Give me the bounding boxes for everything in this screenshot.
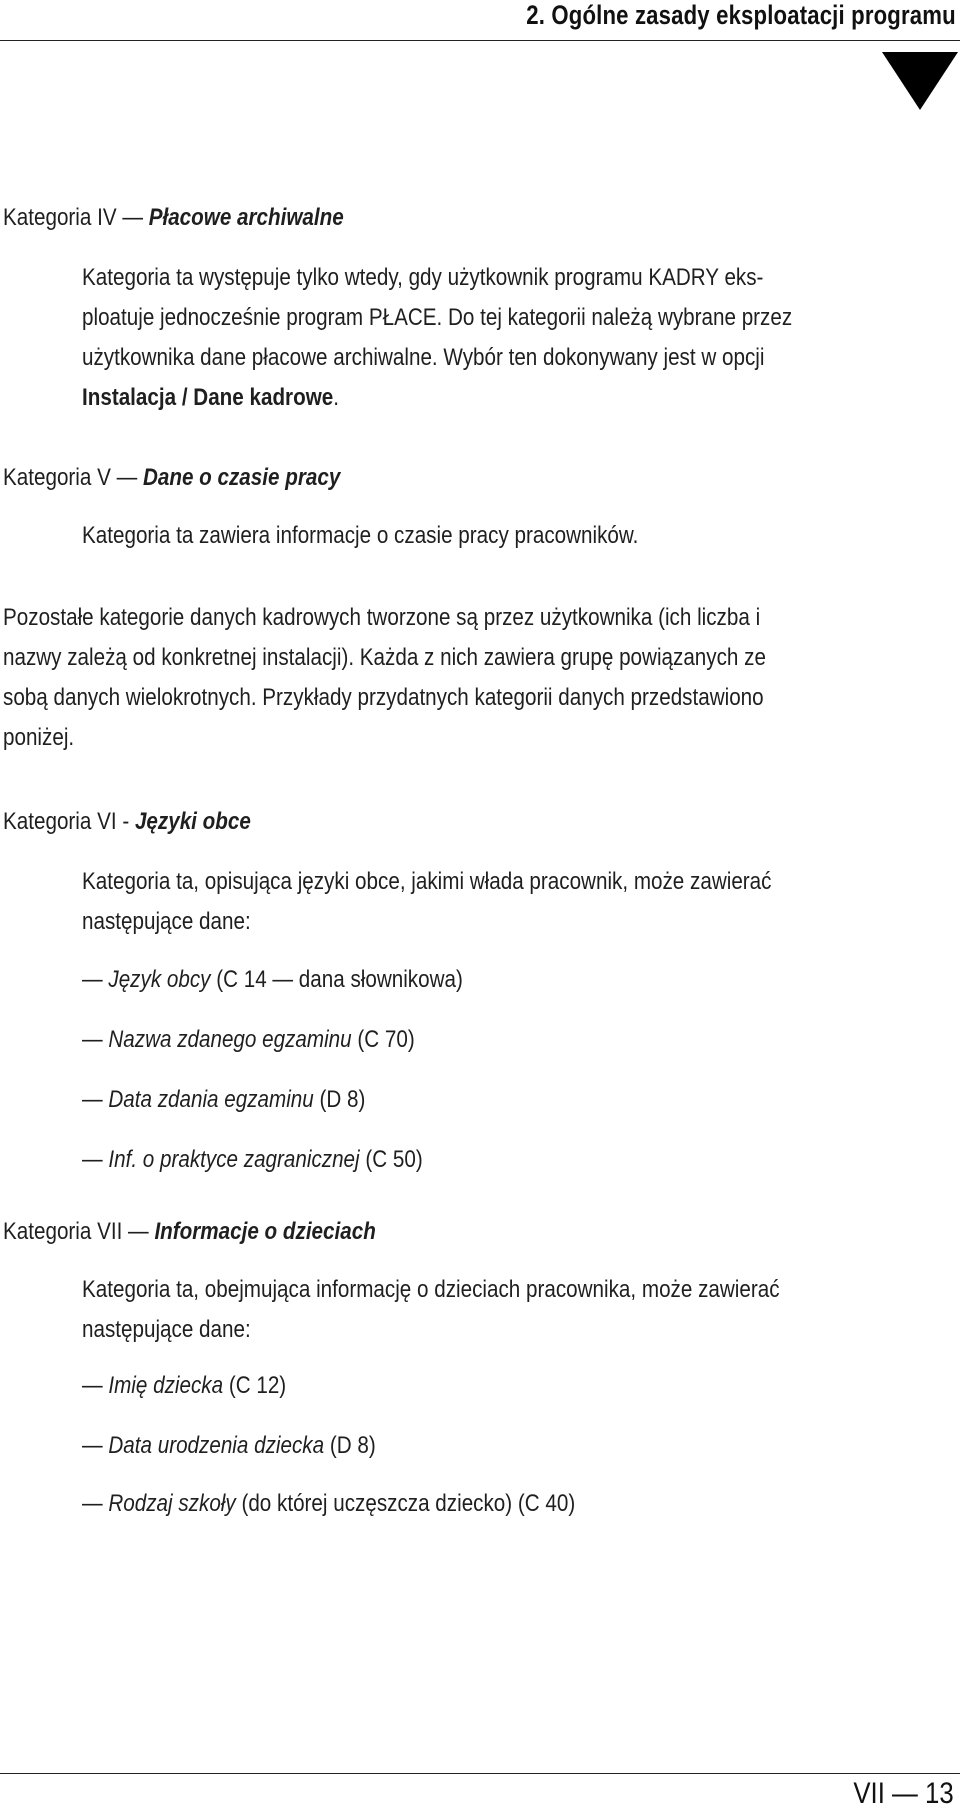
category-vii-description [82,1270,780,1350]
paragraph-line: poniżej. [3,724,75,751]
field-name: Nazwa zdanego egzaminu [108,1026,352,1053]
option-path: Instalacja / Dane kadrowe [82,384,334,411]
category-vii-title: Informacje o dzieciach [154,1218,376,1245]
desc-line: ploatuje jednocześnie program PŁACE. Do tej kategorii należą wybrane przez [82,304,793,331]
category-vii-heading [3,1212,376,1252]
list-item [82,1020,415,1060]
category-v-label: Kategoria V — [3,464,143,491]
field-type: (D 8) [313,1086,366,1113]
list-item [82,1140,423,1180]
dash: — [82,1372,109,1399]
chapter-title: 2. Ogólne zasady eksploatacji programu [526,0,956,30]
down-arrow-icon [882,52,958,110]
list-item [82,1484,575,1524]
desc-line: Kategoria ta, opisująca języki obce, jakimi włada pracownik, może zawierać [82,868,772,895]
field-type: (C 14 — dana słownikowa) [210,966,463,993]
field-type: (C 70) [351,1026,415,1053]
field-name: Data zdania egzaminu [108,1086,314,1113]
desc-line: użytkownika dane płacowe archiwalne. Wybór ten dokonywany jest w opcji [82,344,765,371]
paragraph-line: sobą danych wielokrotnych. Przykłady przydatnych kategorii danych przedstawiono [3,684,764,711]
paragraph-line: Pozostałe kategorie danych kadrowych tworzone są przez użytkownika (ich liczba i [3,604,761,631]
page-number: VII — 13 [853,1777,954,1810]
category-vi-heading [3,802,251,842]
header-divider [0,40,960,41]
category-vii-label: Kategoria VII — [3,1218,155,1245]
option-suffix: . [333,384,339,411]
category-vi-label: Kategoria VI - [3,808,135,835]
field-type: (D 8) [324,1432,376,1459]
category-v-title: Dane o czasie pracy [142,464,341,491]
dash: — [82,1146,109,1173]
desc-line: następujące dane: [82,908,251,935]
category-iv-label: Kategoria IV — [3,204,149,231]
category-v-heading [3,458,340,498]
field-type: (C 50) [359,1146,423,1173]
dash: — [82,1026,109,1053]
field-name: Imię dziecka [108,1372,224,1399]
category-iv-description [82,258,792,418]
footer-divider [0,1773,960,1774]
category-v-description: Kategoria ta zawiera informacje o czasie pracy pracowników. [82,522,639,549]
category-vi-description [82,862,771,942]
desc-line-option [82,378,792,418]
field-name: Rodzaj szkoły [108,1490,236,1517]
list-item [82,1366,286,1406]
category-iv-title: Płacowe archiwalne [148,204,344,231]
field-name: Język obcy [108,966,211,993]
list-item [82,1080,365,1120]
field-name: Inf. o praktyce zagranicznej [108,1146,360,1173]
list-item [82,1426,376,1466]
field-type: (C 12) [223,1372,287,1399]
dash: — [82,966,109,993]
desc-line: Kategoria ta, obejmująca informację o dzieciach pracownika, może zawierać [82,1276,780,1303]
dash: — [82,1490,109,1517]
field-name: Data urodzenia dziecka [108,1432,325,1459]
category-iv-heading [3,198,344,238]
category-vi-title: Języki obce [134,808,251,835]
other-categories-paragraph [3,598,766,758]
desc-line: następujące dane: [82,1316,251,1343]
dash: — [82,1432,109,1459]
paragraph-line: nazwy zależą od konkretnej instalacji). Każda z nich zawiera grupę powiązanych ze [3,644,766,671]
desc-line: Kategoria ta występuje tylko wtedy, gdy użytkownik programu KADRY eks- [82,264,764,291]
field-type: (do której uczęszcza dziecko) (C 40) [235,1490,576,1517]
list-item [82,960,463,1000]
dash: — [82,1086,109,1113]
